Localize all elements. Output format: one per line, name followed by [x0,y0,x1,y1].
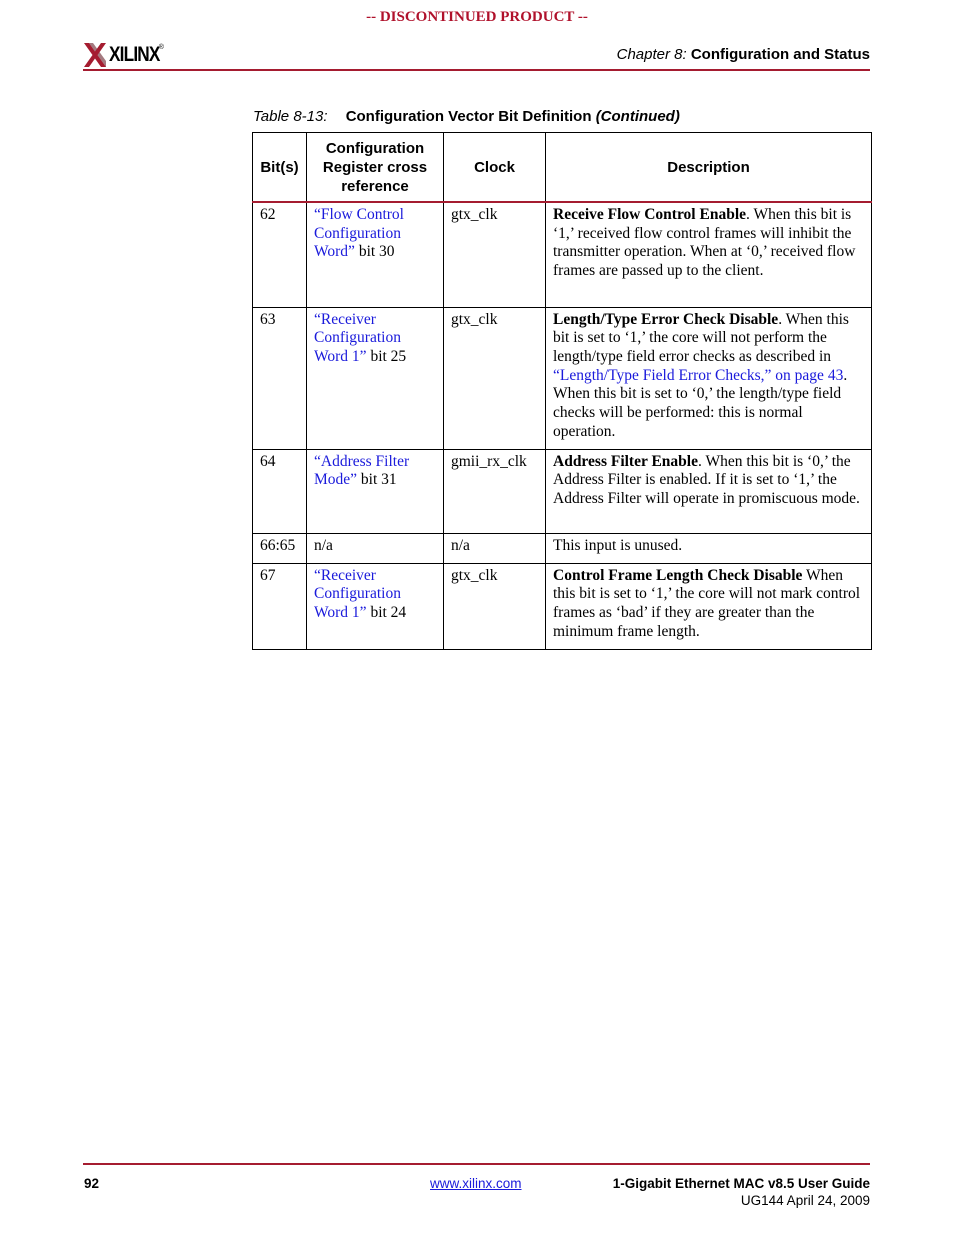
table-caption [253,108,680,125]
logo-wordmark: XILINX [109,43,160,66]
cell-description [546,307,872,449]
description-term: Control Frame Length Check Disable [553,566,803,584]
description-text: When this bit is set to ‘1,’ the core will not mark control frames as ‘bad’ if they are greater than the minimum frame length. [553,566,861,640]
xilinx-logo [84,40,164,70]
cell-description [546,202,872,307]
table-row [253,563,872,649]
description-text: . When this bit is ‘1,’ received flow control frames will inhibit the transmitter operation. When at ‘0,’ received flow frames are passed up to the client. [553,206,856,280]
column-header-description: Description [546,133,872,203]
cell-config-ref [307,449,444,533]
chapter-heading [617,46,870,63]
config-ref-bit: bit 31 [357,471,397,489]
column-header-clock: Clock [444,133,546,203]
table-row [253,449,872,533]
configuration-vector-table [252,132,872,650]
guide-title: 1-Gigabit Ethernet MAC v8.5 User Guide [612,1176,870,1191]
chapter-label: Chapter 8: [616,46,687,63]
description-link[interactable]: “Length/Type Field Error Checks,” on page 43 [553,366,844,384]
cell-bits: 66:65 [253,533,307,563]
cell-clock: gtx_clk [444,202,546,307]
table-caption-label: Table 8-13: [253,108,328,125]
cell-bits: 63 [253,307,307,449]
discontinued-banner: -- DISCONTINUED PRODUCT -- [366,9,588,25]
cell-bits: 62 [253,202,307,307]
table-caption-title: Configuration Vector Bit Definition [345,108,592,125]
cell-bits: 64 [253,449,307,533]
cell-clock: gmii_rx_clk [444,449,546,533]
footer-url-link[interactable]: www.xilinx.com [430,1176,522,1191]
config-ref-link[interactable]: “Address Filter Mode” [314,452,410,489]
registered-mark: ® [158,43,164,51]
cell-clock: n/a [444,533,546,563]
config-ref-bit: bit 30 [354,243,395,261]
description-term: Receive Flow Control Enable [553,206,747,223]
cell-description: This input is unused. [546,533,872,563]
description-term: Length/Type Error Check Disable [553,310,779,328]
cell-bits: 67 [253,563,307,649]
config-ref-link[interactable]: “Receiver Configuration Word 1” [314,310,401,365]
config-ref-link[interactable]: “Flow Control Configuration Word” [314,206,404,261]
cell-description [546,563,872,649]
column-header-bits: Bit(s) [253,133,307,203]
column-header-config-ref: Configuration Register cross reference [307,133,444,203]
config-ref-bit: bit 25 [366,347,407,365]
table-row [253,202,872,307]
page-number: 92 [84,1176,100,1191]
xilinx-x-icon [84,43,106,67]
config-ref-bit: bit 24 [366,603,407,621]
cell-clock: gtx_clk [444,307,546,449]
table-header-row [253,133,872,203]
description-term: Address Filter Enable [553,452,698,470]
footer-rule [83,1163,870,1165]
description-text: . When this bit is ‘0,’ the Address Filter is enabled. If it is set to ‘1,’ the Address Filter will operate in promiscuous mode. [553,452,860,507]
cell-description [546,449,872,533]
cell-config-ref: n/a [307,533,444,563]
table-row [253,533,872,563]
config-ref-link[interactable]: “Receiver Configuration Word 1” [314,566,401,621]
table-caption-continued: (Continued) [595,108,680,125]
document-id: UG144 April 24, 2009 [740,1193,870,1208]
cell-config-ref [307,563,444,649]
cell-config-ref [307,307,444,449]
cell-config-ref [307,202,444,307]
cell-clock: gtx_clk [444,563,546,649]
header-rule [83,69,870,71]
description-text-cont: . When this bit is set to ‘0,’ the length/type field checks will be performed: this is normal operation. [553,366,848,440]
chapter-title: Configuration and Status [690,46,870,63]
description-text: . When this bit is set to ‘1,’ the core will not perform the length/type field error checks as described in [553,310,849,365]
table-row [253,307,872,449]
